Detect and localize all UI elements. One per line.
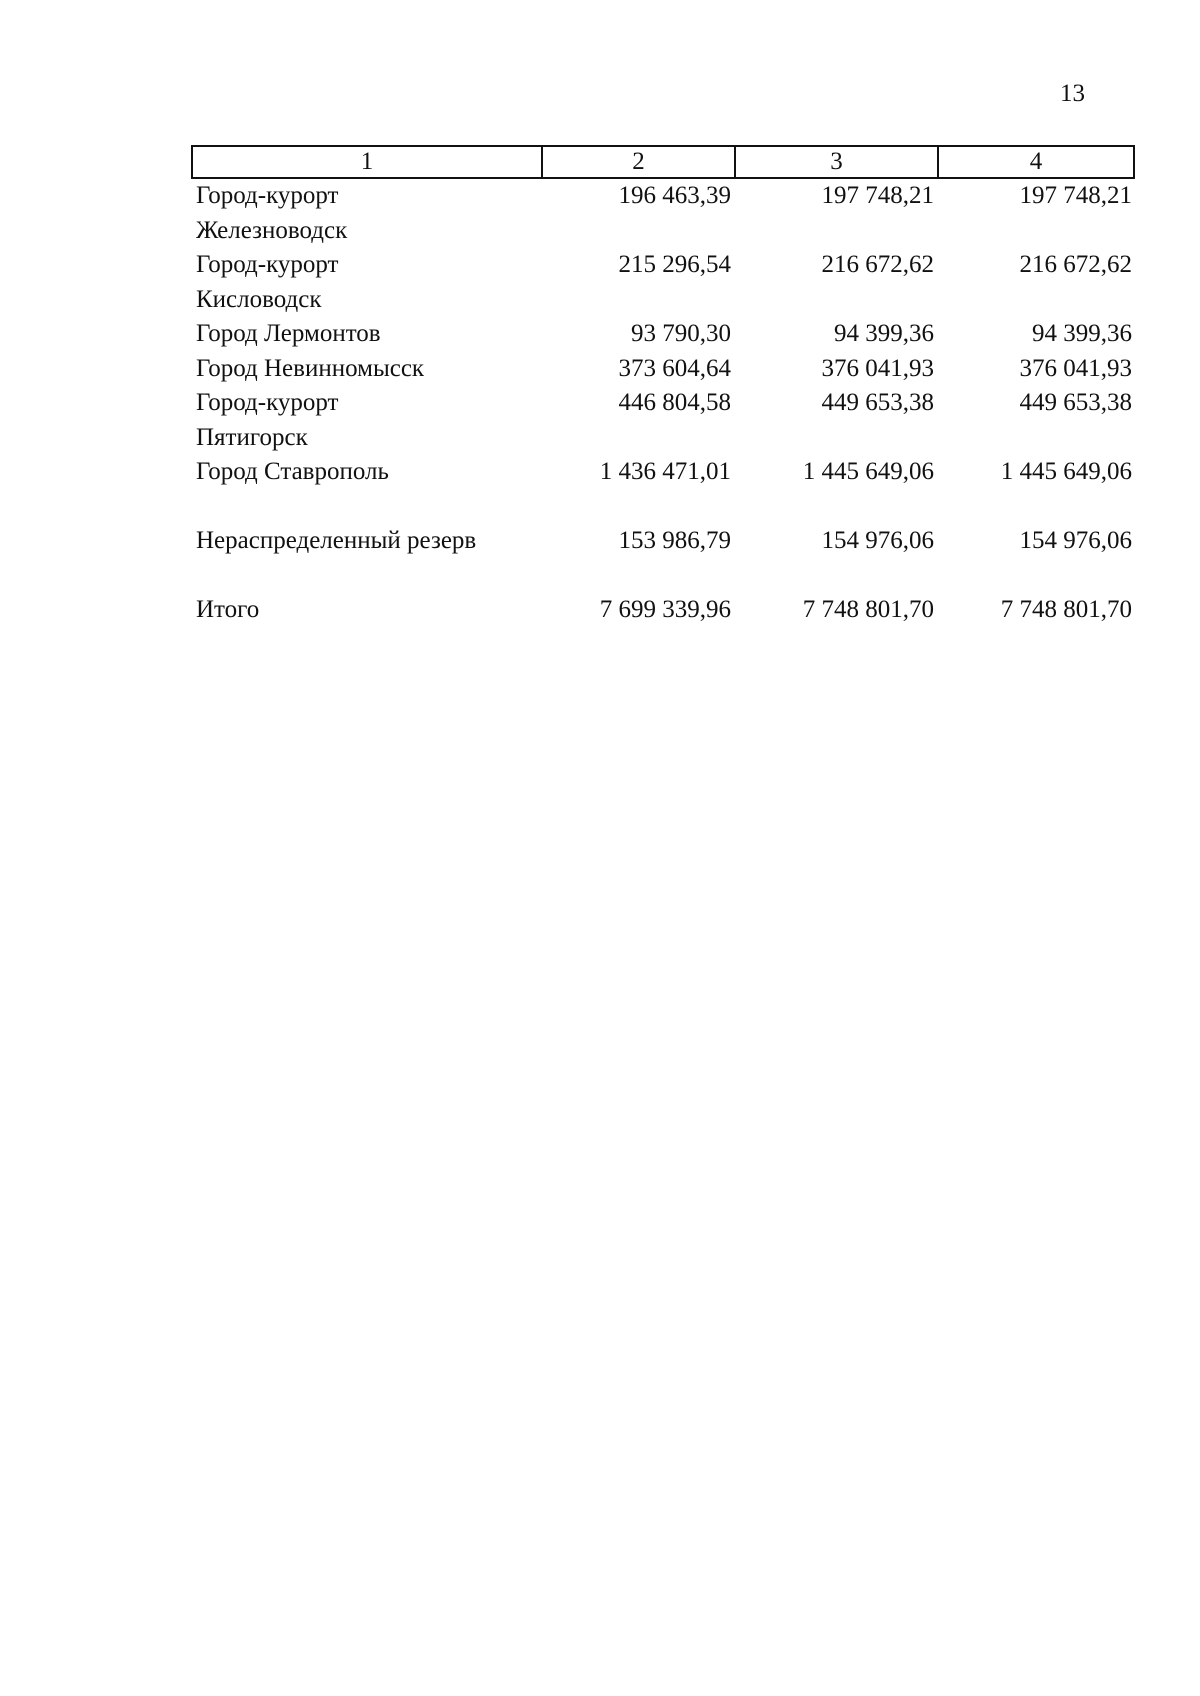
row-value-col4: 376 041,93 <box>1019 354 1132 382</box>
table-row <box>191 352 1135 387</box>
row-name-line: Нераспределенный резерв <box>196 527 477 554</box>
row-value-col2: 1 436 471,01 <box>599 458 731 485</box>
header-cell-2: 2 <box>541 147 734 177</box>
table-row <box>191 386 1135 455</box>
table-row <box>191 455 1135 490</box>
row-value-col2: 196 463,39 <box>618 182 731 209</box>
row-value-col3: 154 976,06 <box>821 527 934 554</box>
row-name <box>191 593 541 628</box>
row-value-col3: 376 041,93 <box>821 354 934 382</box>
row-name <box>191 455 541 490</box>
table-row <box>191 524 1135 559</box>
row-value-col3: 7 748 801,70 <box>802 596 934 623</box>
row-value-col4: 1 445 649,06 <box>1000 458 1132 485</box>
row-name-line: Железноводск <box>196 216 348 244</box>
row-value-col2: 93 790,30 <box>631 320 731 347</box>
row-name <box>191 179 541 248</box>
table-row-total <box>191 593 1135 628</box>
row-value-col3: 216 672,62 <box>821 251 934 278</box>
row-value-col2: 446 804,58 <box>618 389 731 416</box>
row-value-col4: 197 748,21 <box>1019 182 1132 209</box>
header-cell-1: 1 <box>360 148 374 175</box>
row-value-col4: 216 672,62 <box>1019 251 1132 278</box>
table-header-row <box>191 145 1135 179</box>
row-name-line: Город-курорт <box>196 251 339 278</box>
header-cell-3: 3 <box>734 147 937 177</box>
row-value-col3: 1 445 649,06 <box>802 458 934 485</box>
row-name <box>191 386 541 455</box>
row-value-col4: 154 976,06 <box>1019 527 1132 554</box>
row-value-col2: 7 699 339,96 <box>599 596 731 623</box>
table-row <box>191 248 1135 317</box>
row-name-line: Город-курорт <box>196 182 339 209</box>
row-name <box>191 248 541 317</box>
table-row <box>191 317 1135 352</box>
header-cell-4: 4 <box>937 147 1133 177</box>
row-name-line: Пятигорск <box>196 423 308 451</box>
row-name-line: Город Лермонтов <box>196 320 381 347</box>
row-value-col4: 7 748 801,70 <box>1000 596 1132 623</box>
table-row <box>191 179 1135 248</box>
row-value-col4: 94 399,36 <box>1032 320 1132 347</box>
row-value-col2: 153 986,79 <box>618 527 731 554</box>
row-value-col2: 215 296,54 <box>618 251 731 278</box>
row-value-col3: 449 653,38 <box>821 389 934 416</box>
page-number: 13 <box>1060 80 1085 107</box>
budget-table <box>191 145 1135 628</box>
row-name-line: Итого <box>196 596 260 623</box>
row-value-col3: 94 399,36 <box>834 320 934 347</box>
row-name-line: Кисловодск <box>196 285 322 313</box>
row-name-line: Город-курорт <box>196 389 339 416</box>
row-value-col4: 449 653,38 <box>1019 389 1132 416</box>
row-value-col2: 373 604,64 <box>618 354 731 382</box>
row-name <box>191 317 541 352</box>
row-value-col3: 197 748,21 <box>821 182 934 209</box>
row-name-line: Город Ставрополь <box>196 458 389 485</box>
row-name <box>191 352 541 387</box>
row-name-line: Город Невинномысск <box>196 354 425 382</box>
row-name <box>191 524 541 559</box>
